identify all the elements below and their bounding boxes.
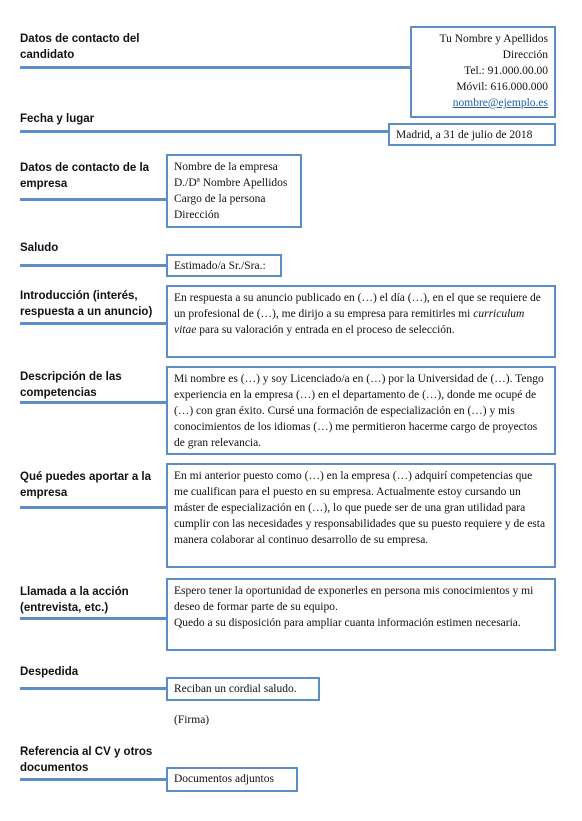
company-contact-role: Cargo de la persona	[174, 193, 266, 205]
label-contacto-candidato: Datos de contacto del candidato	[20, 33, 140, 61]
connector-fecha	[20, 130, 390, 133]
label-competencias: Descripción de las competencias	[20, 371, 122, 399]
candidate-phone: Tel.: 91.000.00.00	[464, 65, 548, 77]
label-introduccion: Introducción (interés, respuesta a un anuncio)	[20, 290, 153, 318]
greeting-text: Estimado/a Sr./Sra.:	[174, 260, 266, 272]
connector-saludo	[20, 264, 168, 267]
competencies-box	[166, 366, 556, 455]
label-contacto-empresa: Datos de contacto de la empresa	[20, 162, 150, 190]
label-aportar: Qué puedes aportar a la empresa	[20, 471, 152, 499]
label-fecha: Fecha y lugar	[20, 113, 95, 125]
call-to-action-text-1: Espero tener la oportunidad de exponerles en persona mis conocimientos y mi deseo de formar parte de su equipo.	[174, 585, 534, 613]
label-despedida: Despedida	[20, 666, 79, 678]
connector-contacto-empresa	[20, 198, 168, 201]
introduction-text-start: En respuesta a su anuncio publicado en (…) el día (…), en el que se requiere de un profesional de (…), me dirijo a su empresa para remitirles mi	[174, 292, 541, 320]
greeting-box	[166, 254, 282, 277]
date-box	[388, 123, 556, 146]
candidate-mobile: Móvil: 616.000.000	[456, 81, 548, 93]
connector-despedida	[20, 687, 168, 690]
introduction-text-end: para su valoración y entrada en el proceso de selección.	[196, 324, 455, 336]
introduction-text	[174, 290, 548, 338]
contribution-text: En mi anterior puesto como (…) en la empresa (…) adquirí competencias que me cualifican para el puesto en su empresa. Actualmente estoy cursando un máster de especialización en (…), lo que puede ser de una gran utilidad para cumplir con las necesidades y responsabilidades que su puesto requiere y de esta manera colaborar al continuo desarrollo de su empresa.	[174, 470, 546, 546]
connector-contacto-candidato	[20, 66, 412, 69]
label-saludo: Saludo	[20, 242, 59, 254]
introduction-box	[166, 285, 556, 358]
company-contact-person: D./Dª Nombre Apellidos	[174, 177, 288, 189]
call-to-action-text-2: Quedo a su disposición para ampliar cuanta información estimen necesaria.	[174, 617, 521, 629]
connector-referencia	[20, 778, 168, 781]
connector-competencias	[20, 401, 168, 404]
company-name: Nombre de la empresa	[174, 161, 278, 173]
attachments-text: Documentos adjuntos	[174, 773, 274, 785]
farewell-box	[166, 677, 320, 701]
candidate-address: Dirección	[502, 49, 548, 61]
candidate-contact-box	[410, 26, 556, 118]
contribution-box	[166, 463, 556, 568]
connector-introduccion	[20, 322, 168, 325]
label-llamada: Llamada a la acción (entrevista, etc.)	[20, 586, 129, 614]
label-referencia: Referencia al CV y otros documentos	[20, 746, 153, 774]
call-to-action-box	[166, 578, 556, 651]
connector-aportar	[20, 506, 168, 509]
candidate-name: Tu Nombre y Apellidos	[439, 33, 548, 45]
date-text: Madrid, a 31 de julio de 2018	[396, 129, 533, 141]
signature-placeholder: (Firma)	[174, 714, 210, 726]
connector-llamada	[20, 617, 168, 620]
candidate-email-link[interactable]: nombre@ejemplo.es	[452, 97, 548, 109]
company-contact-box	[166, 154, 302, 228]
competencies-text: Mi nombre es (…) y soy Licenciado/a en (…) por la Universidad de (…). Tengo experiencia en la empresa (…) en el departamento de (…), donde me ocupé de (…) con gran éxito. Cursé una formación de especialización en (…) y mis conocimientos de los idiomas (…) me permitieron hacerme cargo de proyectos de gran relevancia.	[174, 373, 544, 449]
company-address: Dirección	[174, 209, 220, 221]
attachments-box	[166, 767, 298, 792]
farewell-text: Reciban un cordial saludo.	[174, 683, 297, 695]
introduction-cv-italic: curriculum vitae	[174, 308, 525, 336]
